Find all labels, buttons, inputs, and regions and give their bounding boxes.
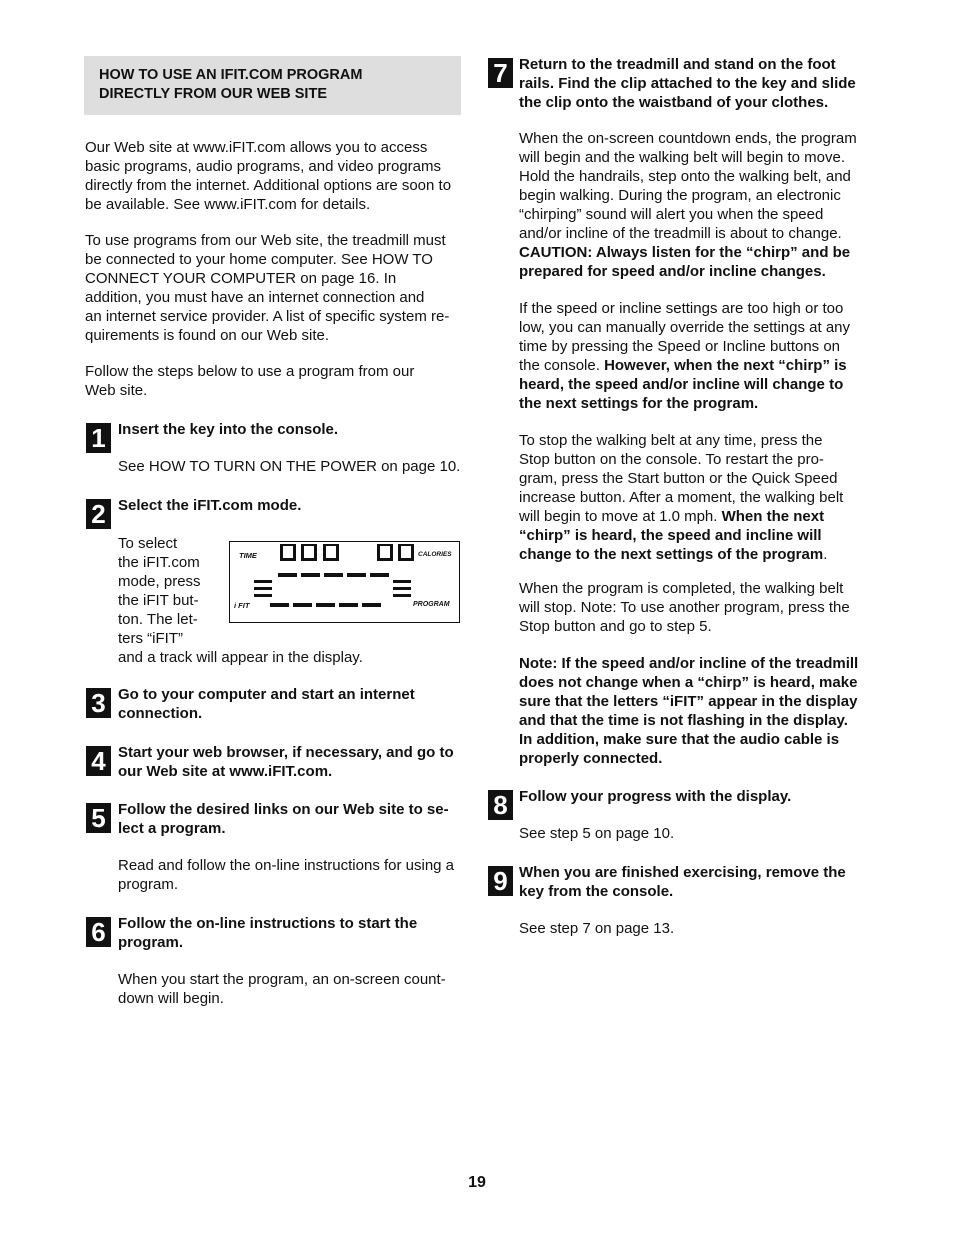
step-1-title: Insert the key into the console.	[118, 421, 339, 438]
step-5-body: Read and follow the on-line instructions for using a program.	[118, 857, 455, 893]
header-line-1: HOW TO USE AN IFIT.COM PROGRAM	[99, 67, 363, 83]
step-number-8: 8	[488, 790, 513, 820]
display-time-label: TIME	[239, 551, 257, 560]
step-7-paragraph-b: If the speed or incline settings are too high or too low, you can manually override the settings at any time by pressing the Speed or Incline buttons on the console. However, when the next “chirp” is heard, the speed and/or incline will change to the next settings for the program.	[519, 300, 851, 412]
step-2-title: Select the iFIT.com mode.	[118, 497, 302, 514]
step-5-title: Follow the desired links on our Web site to se- lect a program.	[118, 801, 449, 837]
step-number-7: 7	[488, 58, 513, 88]
step-number-2: 2	[86, 499, 111, 529]
step-3-title: Go to your computer and start an internet connection.	[118, 686, 415, 722]
step-2-body: To select the iFIT.com mode, press the iFIT but- ton. The let- ters “iFIT” and a track will appear in the display.	[118, 535, 363, 666]
page-number: 19	[468, 1174, 486, 1191]
step-8-body: See step 5 on page 10.	[519, 825, 675, 842]
step-number-4: 4	[86, 746, 111, 776]
header-line-2: DIRECTLY FROM OUR WEB SITE	[99, 86, 327, 102]
display-ifit-label: i FIT	[234, 601, 250, 610]
step-7-paragraph-a: When the on-screen countdown ends, the program will begin and the walking belt will begin to move. Hold the handrails, step onto the walking belt, and begin walking. During the program, an electronic “chirping” sound will alert you when the speed and/or incline of the treadmill is about to change. CAUTION: Always listen for the “chirp” and be prepared for speed and/or incline changes.	[519, 130, 857, 280]
step-9-body: See step 7 on page 13.	[519, 920, 675, 937]
intro-paragraph-1: Our Web site at www.iFIT.com allows you to access basic programs, audio programs, and video programs directly from the internet. Additional options are soon to be available. See www.iFIT.com for details.	[85, 139, 452, 213]
step-7-note: Note: If the speed and/or incline of the treadmill does not change when a “chirp” is heard, make sure that the letters “iFIT” appear in the display and that the time is not flashing in the display. In addition, make sure that the audio cable is properly connected.	[519, 655, 859, 767]
step-7-paragraph-c: To stop the walking belt at any time, press the Stop button on the console. To restart the pro- gram, press the Start button or the Quick Speed increase button. After a moment, the walking belt will begin to move at 1.0 mph. When the next “chirp” is heard, the speed and incline will change to the next settings of the program.	[519, 432, 844, 563]
step-6-body: When you start the program, an on-screen count- down will begin.	[118, 971, 446, 1007]
step-number-5: 5	[86, 803, 111, 833]
step-7-paragraph-d: When the program is completed, the walking belt will stop. Note: To use another program, press the Stop button and go to step 5.	[519, 580, 850, 635]
caution-text: CAUTION: Always listen for the “chirp” and be	[519, 244, 851, 261]
intro-paragraph-3: Follow the steps below to use a program from our Web site.	[85, 363, 415, 399]
display-calories-label: CALORIES	[418, 551, 452, 558]
step-6-title: Follow the on-line instructions to start the program.	[118, 915, 418, 951]
step-4-title: Start your web browser, if necessary, and go to our Web site at www.iFIT.com.	[118, 744, 454, 780]
step-7-title: Return to the treadmill and stand on the foot rails. Find the clip attached to the key and slide the clip onto the waistband of your clothes.	[519, 56, 856, 111]
console-display-illustration	[229, 541, 460, 623]
display-program-label: PROGRAM	[413, 601, 450, 608]
step-number-3: 3	[86, 688, 111, 718]
step-8-title: Follow your progress with the display.	[519, 788, 792, 805]
step-9-title: When you are finished exercising, remove the key from the console.	[519, 864, 846, 900]
display-segments	[230, 542, 458, 621]
intro-paragraph-2: To use programs from our Web site, the treadmill must be connected to your home computer. See HOW TO CONNECT YOUR COMPUTER on page 16. In addition, you must have an internet connection and an internet service provider. A list of specific system re- quirements is found on our Web site.	[85, 232, 450, 344]
step-number-9: 9	[488, 866, 513, 896]
step-1-body: See HOW TO TURN ON THE POWER on page 10.	[118, 458, 461, 475]
step-number-1: 1	[86, 423, 111, 453]
step-number-6: 6	[86, 917, 111, 947]
section-header	[84, 56, 461, 115]
